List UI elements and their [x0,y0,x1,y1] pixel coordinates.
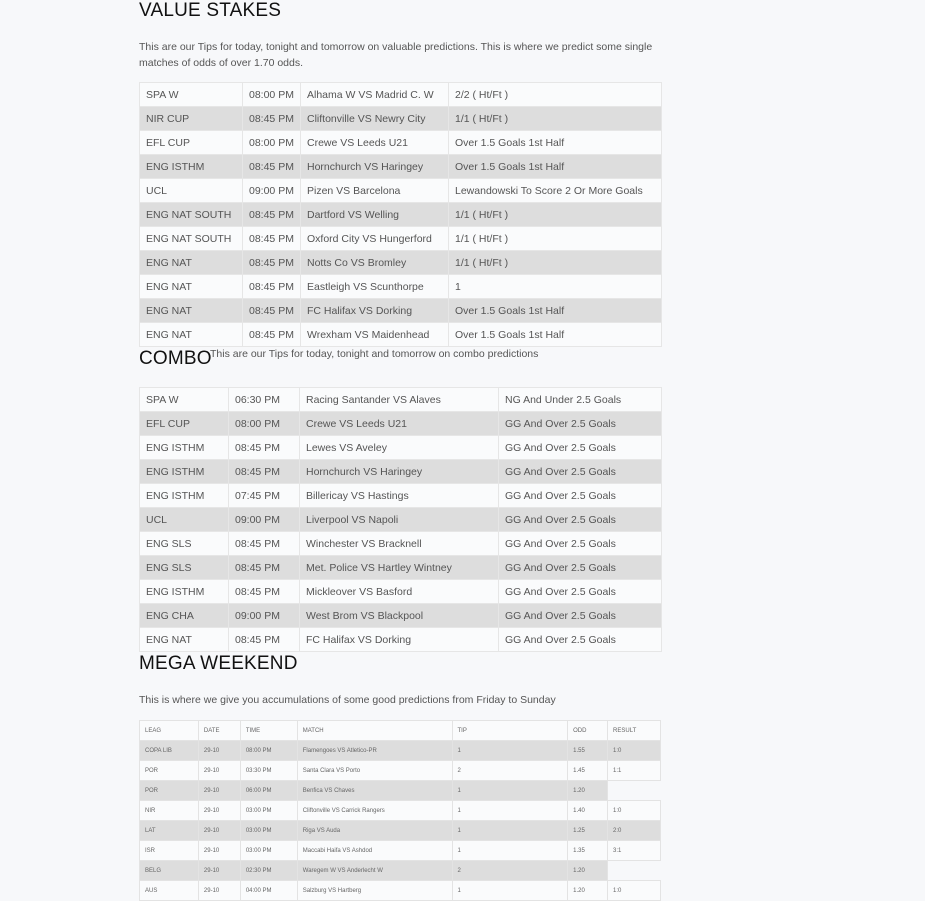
match-cell: Notts Co VS Bromley [301,251,449,275]
table-row [140,628,662,652]
mega-header-row [140,721,661,741]
table-row [140,412,662,436]
time-cell: 08:45 PM [229,628,300,652]
tip-cell: Over 1.5 Goals 1st Half [449,299,662,323]
match-cell: FC Halifax VS Dorking [301,299,449,323]
tip-cell: GG And Over 2.5 Goals [499,604,662,628]
combo-table [139,387,662,652]
result-cell: 2:0 [608,821,661,841]
tip-cell: Over 1.5 Goals 1st Half [449,323,662,347]
match-cell: Hornchurch VS Haringey [301,155,449,179]
league-cell: ENG ISTHM [140,155,243,179]
table-row [140,107,662,131]
date-cell: 29-10 [198,761,240,781]
odd-cell: 1.35 [568,841,608,861]
column-header-result: RESULT [608,721,661,741]
match-cell: Cliftonville VS Carrick Rangers [297,801,452,821]
league-cell: EFL CUP [140,412,229,436]
match-cell: Maccabi Haifa VS Ashdod [297,841,452,861]
odd-cell: 1.20 [568,881,608,901]
league-cell: ENG NAT [140,628,229,652]
result-cell [608,861,661,881]
odd-cell: 1.20 [568,781,608,801]
table-row [140,508,662,532]
date-cell: 29-10 [198,861,240,881]
column-header-date: DATE [198,721,240,741]
league-cell: POR [140,781,199,801]
time-cell: 08:00 PM [240,741,297,761]
time-cell: 08:45 PM [243,251,301,275]
tip-cell: 2 [452,861,568,881]
time-cell: 08:45 PM [243,203,301,227]
tip-cell: GG And Over 2.5 Goals [499,484,662,508]
time-cell: 08:45 PM [243,299,301,323]
match-cell: Alhama W VS Madrid C. W [301,83,449,107]
tip-cell: GG And Over 2.5 Goals [499,580,662,604]
league-cell: NIR CUP [140,107,243,131]
tip-cell: GG And Over 2.5 Goals [499,436,662,460]
league-cell: ENG NAT SOUTH [140,227,243,251]
table-row [140,841,661,861]
date-cell: 29-10 [198,821,240,841]
league-cell: ENG NAT [140,275,243,299]
league-cell: ENG ISTHM [140,436,229,460]
table-row [140,251,662,275]
time-cell: 06:00 PM [240,781,297,801]
league-cell: SPA W [140,83,243,107]
time-cell: 02:30 PM [240,861,297,881]
table-row [140,861,661,881]
time-cell: 06:30 PM [229,388,300,412]
odd-cell: 1.40 [568,801,608,821]
match-cell: Riga VS Auda [297,821,452,841]
tip-cell: GG And Over 2.5 Goals [499,412,662,436]
combo-intro: This are our Tips for today, tonight and tomorrow on combo predictions [210,348,539,360]
tip-cell: GG And Over 2.5 Goals [499,532,662,556]
league-cell: ENG NAT [140,251,243,275]
league-cell: ISR [140,841,199,861]
match-cell: Racing Santander VS Alaves [300,388,499,412]
league-cell: ENG ISTHM [140,484,229,508]
tip-cell: Over 1.5 Goals 1st Half [449,131,662,155]
odd-cell: 1.25 [568,821,608,841]
tip-cell: Lewandowski To Score 2 Or More Goals [449,179,662,203]
tip-cell: 1/1 ( Ht/Ft ) [449,107,662,131]
match-cell: Santa Clara VS Porto [297,761,452,781]
match-cell: Pizen VS Barcelona [301,179,449,203]
column-header-leag: LEAG [140,721,199,741]
table-row [140,821,661,841]
league-cell: ENG ISTHM [140,580,229,604]
time-cell: 08:00 PM [243,131,301,155]
date-cell: 29-10 [198,801,240,821]
table-row [140,881,661,901]
result-cell: 1:0 [608,801,661,821]
value-stakes-table [139,82,662,347]
column-header-time: TIME [240,721,297,741]
league-cell: NIR [140,801,199,821]
table-row [140,83,662,107]
column-header-odd: ODD [568,721,608,741]
odd-cell: 1.20 [568,861,608,881]
tip-cell: GG And Over 2.5 Goals [499,556,662,580]
league-cell: LAT [140,821,199,841]
time-cell: 08:00 PM [229,412,300,436]
time-cell: 08:45 PM [229,460,300,484]
table-row [140,388,662,412]
time-cell: 03:00 PM [240,821,297,841]
match-cell: Dartford VS Welling [301,203,449,227]
table-row [140,131,662,155]
league-cell: EFL CUP [140,131,243,155]
tip-cell: NG And Under 2.5 Goals [499,388,662,412]
odd-cell: 1.45 [568,761,608,781]
league-cell: ENG ISTHM [140,460,229,484]
result-cell: 1:0 [608,881,661,901]
value-stakes-title: VALUE STAKES [139,0,282,21]
date-cell: 29-10 [198,781,240,801]
match-cell: Met. Police VS Hartley Wintney [300,556,499,580]
time-cell: 08:45 PM [243,107,301,131]
league-cell: ENG NAT [140,323,243,347]
table-row [140,604,662,628]
result-cell: 3:1 [608,841,661,861]
date-cell: 29-10 [198,881,240,901]
match-cell: FC Halifax VS Dorking [300,628,499,652]
match-cell: Benfica VS Chaves [297,781,452,801]
league-cell: ENG SLS [140,532,229,556]
result-cell: 1:0 [608,741,661,761]
table-row [140,323,662,347]
time-cell: 08:45 PM [229,436,300,460]
table-row [140,801,661,821]
time-cell: 08:45 PM [229,532,300,556]
league-cell: ENG CHA [140,604,229,628]
table-row [140,436,662,460]
time-cell: 08:45 PM [243,155,301,179]
table-row [140,155,662,179]
table-row [140,460,662,484]
league-cell: ENG NAT SOUTH [140,203,243,227]
match-cell: Salzburg VS Hartberg [297,881,452,901]
value-stakes-intro: This are our Tips for today, tonight and tomorrow on valuable predictions. This is where we predict some single matches of odds of over 1.70 odds. [139,41,653,69]
table-row [140,556,662,580]
match-cell: Wrexham VS Maidenhead [301,323,449,347]
tip-cell: 2 [452,761,568,781]
column-header-tip: TIP [452,721,568,741]
league-cell: UCL [140,179,243,203]
league-cell: POR [140,761,199,781]
tip-cell: 1 [452,821,568,841]
tip-cell: 1/1 ( Ht/Ft ) [449,203,662,227]
match-cell: Liverpool VS Napoli [300,508,499,532]
tip-cell: 1 [452,801,568,821]
match-cell: Crewe VS Leeds U21 [300,412,499,436]
time-cell: 03:00 PM [240,801,297,821]
column-header-match: MATCH [297,721,452,741]
match-cell: Oxford City VS Hungerford [301,227,449,251]
match-cell: Winchester VS Bracknell [300,532,499,556]
tip-cell: Over 1.5 Goals 1st Half [449,155,662,179]
tip-cell: 1 [452,781,568,801]
date-cell: 29-10 [198,741,240,761]
table-row [140,299,662,323]
combo-title: COMBO [139,348,212,369]
table-row [140,781,661,801]
time-cell: 09:00 PM [243,179,301,203]
table-row [140,580,662,604]
match-cell: Billericay VS Hastings [300,484,499,508]
tip-cell: 1 [449,275,662,299]
league-cell: AUS [140,881,199,901]
table-row [140,227,662,251]
tip-cell: GG And Over 2.5 Goals [499,460,662,484]
league-cell: ENG SLS [140,556,229,580]
table-row [140,179,662,203]
mega-weekend-intro: This is where we give you accumulations of some good predictions from Friday to Sunday [139,694,556,706]
match-cell: Waregem W VS Anderlecht W [297,861,452,881]
tip-cell: GG And Over 2.5 Goals [499,508,662,532]
match-cell: West Brom VS Blackpool [300,604,499,628]
result-cell [608,781,661,801]
table-row [140,275,662,299]
league-cell: UCL [140,508,229,532]
league-cell: BELG [140,861,199,881]
tip-cell: 1 [452,741,568,761]
table-row [140,484,662,508]
match-cell: Lewes VS Aveley [300,436,499,460]
table-row [140,761,661,781]
result-cell: 1:1 [608,761,661,781]
mega-weekend-title: MEGA WEEKEND [139,653,298,674]
time-cell: 08:45 PM [243,323,301,347]
match-cell: Crewe VS Leeds U21 [301,131,449,155]
match-cell: Eastleigh VS Scunthorpe [301,275,449,299]
league-cell: COPA LIB [140,741,199,761]
time-cell: 08:45 PM [229,556,300,580]
time-cell: 08:45 PM [243,227,301,251]
match-cell: Cliftonville VS Newry City [301,107,449,131]
time-cell: 09:00 PM [229,508,300,532]
mega-weekend-table [139,720,661,901]
time-cell: 08:00 PM [243,83,301,107]
time-cell: 07:45 PM [229,484,300,508]
match-cell: Mickleover VS Basford [300,580,499,604]
tip-cell: 1/1 ( Ht/Ft ) [449,251,662,275]
odd-cell: 1.55 [568,741,608,761]
league-cell: SPA W [140,388,229,412]
table-row [140,741,661,761]
time-cell: 08:45 PM [229,580,300,604]
time-cell: 03:30 PM [240,761,297,781]
time-cell: 04:00 PM [240,881,297,901]
tip-cell: 2/2 ( Ht/Ft ) [449,83,662,107]
match-cell: Flamengoes VS Atletico-PR [297,741,452,761]
date-cell: 29-10 [198,841,240,861]
table-row [140,203,662,227]
time-cell: 03:00 PM [240,841,297,861]
tip-cell: 1/1 ( Ht/Ft ) [449,227,662,251]
table-row [140,532,662,556]
match-cell: Hornchurch VS Haringey [300,460,499,484]
time-cell: 08:45 PM [243,275,301,299]
tip-cell: 1 [452,841,568,861]
tip-cell: 1 [452,881,568,901]
time-cell: 09:00 PM [229,604,300,628]
league-cell: ENG NAT [140,299,243,323]
tip-cell: GG And Over 2.5 Goals [499,628,662,652]
